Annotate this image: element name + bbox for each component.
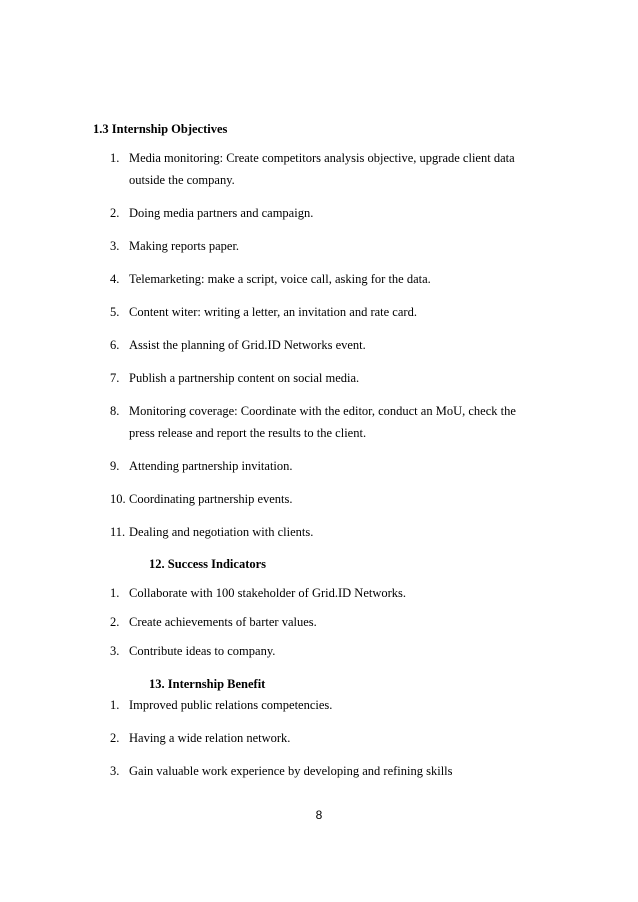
section-heading-success-indicators: 12. Success Indicators — [149, 557, 267, 571]
list-number: 2. — [110, 206, 120, 220]
list-number: 2. — [110, 731, 120, 745]
list-text: Attending partnership invitation. — [129, 459, 293, 473]
list-number: 1. — [110, 698, 120, 712]
list-number: 5. — [110, 305, 120, 319]
list-text: Dealing and negotiation with clients. — [129, 525, 314, 539]
list-number: 3. — [110, 764, 120, 778]
list-text-continuation: press release and report the results to the client. — [129, 426, 367, 440]
list-text: Assist the planning of Grid.ID Networks event. — [129, 338, 366, 352]
list-number: 6. — [110, 338, 120, 352]
list-number: 7. — [110, 371, 120, 385]
list-text: Doing media partners and campaign. — [129, 206, 314, 220]
list-number: 1. — [110, 151, 120, 165]
list-text: Making reports paper. — [129, 239, 240, 253]
section-heading-internship-benefit: 13. Internship Benefit — [149, 677, 266, 691]
list-number: 2. — [110, 615, 120, 629]
list-text: Content witer: writing a letter, an invitation and rate card. — [129, 305, 417, 319]
list-number: 8. — [110, 404, 120, 418]
list-text: Create achievements of barter values. — [129, 615, 317, 629]
list-text: Having a wide relation network. — [129, 731, 291, 745]
list-number: 1. — [110, 586, 120, 600]
list-text: Contribute ideas to company. — [129, 644, 276, 658]
list-number: 10. — [110, 492, 126, 506]
list-text: Coordinating partnership events. — [129, 492, 293, 506]
list-text: Improved public relations competencies. — [129, 698, 333, 712]
list-text: Publish a partnership content on social media. — [129, 371, 360, 385]
list-number: 4. — [110, 272, 120, 286]
section-heading-objectives: 1.3 Internship Objectives — [93, 122, 228, 136]
list-text-continuation: outside the company. — [129, 173, 235, 187]
list-number: 3. — [110, 239, 120, 253]
list-number: 9. — [110, 459, 120, 473]
list-text: Media monitoring: Create competitors analysis objective, upgrade client data — [129, 151, 515, 165]
page-number: 8 — [315, 808, 323, 822]
list-text: Telemarketing: make a script, voice call, asking for the data. — [129, 272, 431, 286]
list-text: Gain valuable work experience by developing and refining skills — [129, 764, 453, 778]
list-text: Collaborate with 100 stakeholder of Grid.ID Networks. — [129, 586, 407, 600]
list-text: Monitoring coverage: Coordinate with the editor, conduct an MoU, check the — [129, 404, 516, 418]
list-number: 11. — [110, 525, 126, 539]
list-number: 3. — [110, 644, 120, 658]
